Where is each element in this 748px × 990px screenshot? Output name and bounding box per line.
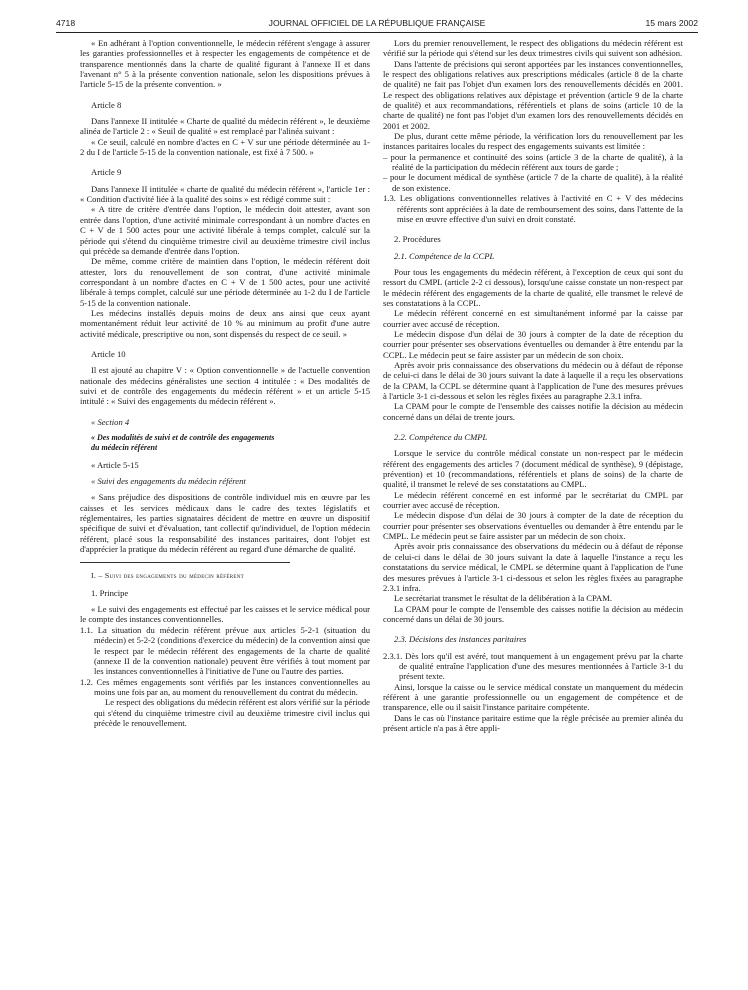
article-5-15-heading: « Article 5-15 <box>91 459 139 470</box>
paragraph: La CPAM pour le compte de l'ensemble des caisses notifie la décision au médecin concerné dans un délai de 30 jours. <box>383 603 683 624</box>
dash-item: – pour le document médical de synthèse (article 7 de la charte de qualité), à la réalité de son existence. <box>383 172 683 193</box>
article-10-heading: Article 10 <box>91 348 126 359</box>
paragraph: De plus, durant cette même période, la vérification lors du renouvellement par les instances paritaires locales du respect des engagements suivants est limitée : <box>383 131 683 152</box>
paragraph: « Sans préjudice des dispositions de contrôle individuel mis en œuvre par les caisses et les services médicaux dans le cadre des textes législatifs et réglementaires, les parties signataires décident de mettre en œuvre un dispositif spécifique de suivi et d'évaluation, tant collectif qu'individuel, de l'option médecin référent, placé sous la responsabilité des instances paritaires, dont l'objet est d'apprécier la pratique du médecin référent au regard d'une démarche de qualité. <box>80 492 370 555</box>
paragraph: Dans l'annexe II intitulée « charte de qualité du médecin référent », l'article 1er : « Condition d'activité liée à la qualité des soins » est rédigé comme suit : <box>80 183 370 205</box>
paragraph: Le médecin référent concerné en est simultanément informé par la caisse par courrier avec accusé de réception. <box>383 308 683 329</box>
paragraph: Lorsque le service du contrôle médical constate un non-respect par le médecin référent des engagements des articles 7 (document médical de synthèse), 9 (dépistage, prévention) et 10 (recommandations, référentiels et plans de soins) de la charte de qualité, il transmet le relevé de ses constatations au CMPL. <box>383 448 683 490</box>
journal-title: JOURNAL OFFICIEL DE LA RÉPUBLIQUE FRANÇAISE <box>268 18 486 28</box>
paragraph: Le respect des obligations du médecin référent est alors vérifié sur la période qui s'étend du cinquième trimestre civil au deuxième trimestre civil inclus qui précède le renouvellement. <box>94 697 370 728</box>
numbered-item: 1.1. La situation du médecin référent prévue aux articles 5-2-1 (situation du médecin) et 5-2-2 (conditions d'exercice du médecin) de la convention ainsi que le respect par le médecin référent des engagements de la charte de qualité (annexe II de la convention nationale) peuvent être vérifiés à tout moment par les instances conventionnelles à l'initiative de l'une ou l'autre des parties. <box>80 624 370 677</box>
paragraph: Le médecin référent concerné en est informé par le secrétariat du CMPL par courrier avec accusé de réception. <box>383 489 683 511</box>
page-header <box>56 18 698 32</box>
paragraph: Après avoir pris connaissance des observations du médecin ou à défaut de réponse de celui-ci dans le délai de 30 jours suivant la date à laquelle il a reçu les observations de la CPAM, la CCPL se détermine quant à l'application de l'une des mesures prévues à l'article 3-1 ci-dessous et selon les règles fixées au paragraphe 2.3.1 infra. <box>383 359 683 401</box>
section-4-heading: « Section 4 <box>91 416 130 427</box>
paragraph: Le médecin dispose d'un délai de 30 jours à compter de la date de réception du courrier pour présenter ses observations éventuelles ou demander à être entendu par la CCPL. Le médecin peut se faire assister par un médecin de son choix. <box>383 328 683 360</box>
page-number: 4718 <box>56 18 76 28</box>
paragraph: De même, comme critère de maintien dans l'option, le médecin référent doit attester, lors du renouvellement de son contrat, d'une activité minimale correspondant à un nombre d'actes en C + V de 1 500 actes, pour une activité libérale à temps complet, calculé sur une période déterminée au 1-2 du I de l'article 5-15 de la convention nationale. <box>80 256 370 308</box>
header-rule <box>56 32 698 33</box>
paragraph: Dans l'annexe II intitulée « Charte de qualité du médecin référent », le deuxième alinéa de l'article 2 : « Seuil de qualité » est remplacé par l'alinéa suivant : <box>80 116 370 137</box>
paragraph: Pour tous les engagements du médecin référent, à l'exception de ceux qui sont du ressort du CMPL (article 2-2 ci dessous), lorsqu'une caisse constate un non-respect par le médecin référent des engagements de la charte de qualité, elle transmet le relevé de ses constatations à la CCPL. <box>383 266 683 308</box>
separator-rule <box>80 562 290 563</box>
paragraph: Dans l'attente de précisions qui seront apportées par les instances conventionnelles, le respect des obligations relatives aux prescriptions médicales (article 8 de la charte de qualité) ne fait pas l'objet d'un examen lors des renouvellements décidés en 2001. Le respect des obligations relatives aux dépistage et prévention (article 9 de la charte de qualité) et aux recommandations, référentiels et plans de soins (article 10 de la charte de qualité) ne font pas l'objet d'un examen lors des renouvellements décidés en 2001 et 2002. <box>383 58 683 131</box>
numbered-item: 2.3.1. Dès lors qu'il est avéré, tout manquement à un engagement prévu par la charte de qualité entraîne l'application d'une des mesures mentionnées à l'article 3-1 du présent texte. <box>383 650 683 682</box>
paragraph: Le secrétariat transmet le résultat de la délibération à la CPAM. <box>394 593 613 604</box>
subsection-2-1-heading: 2.1. Compétence de la CCPL <box>394 250 495 261</box>
section-4-title-line-2: du médecin référent <box>91 443 158 453</box>
paragraph: « Le suivi des engagements est effectué par les caisses et le service médical pour le compte des instances conventionnelles. <box>80 604 370 625</box>
paragraph: Après avoir pris connaissance des observations du médecin ou à défaut de réponse de celui-ci dans le délai de 30 jours suivant la date à laquelle l'instance a reçu les constatations du service médical, le CMPL se détermine quant à l'application de l'une des mesures prévues à l'article 3-1 ci-dessous et selon les règles fixées au paragraphe 2.3.1 infra. <box>383 541 683 593</box>
paragraph: Le médecin dispose d'un délai de 30 jours à compter de la date de réception du courrier pour présenter ses observations éventuelles ou demander à être entendu par le CMPL. Le médecin peut se faire assister par un médecin de son choix. <box>383 510 683 542</box>
publication-date: 15 mars 2002 <box>645 18 698 28</box>
numbered-item: 1.2. Ces mêmes engagements sont vérifiés par les instances conventionnelles au moins une fois par an, au moment du renouvellement du contrat du médecin. <box>80 676 370 697</box>
principe-heading: 1. Principe <box>91 587 129 598</box>
paragraph: Dans le cas où l'instance paritaire estime que la règle précisée au premier alinéa du présent article n'a pas à être appli- <box>383 712 683 733</box>
numbered-item: 1.3. Les obligations conventionnelles relatives à l'activité en C + V des médecins référents sont appréciées à la date de remboursement des soins, dans l'attente de la mise en œuvre effective d'un suivi en droit constaté. <box>383 193 683 224</box>
paragraph: Lors du premier renouvellement, le respect des obligations du médecin référent est vérifié sur la période qui s'étend sur les deux trimestres civils qui suivent son adhésion. <box>383 38 683 59</box>
paragraph: « A titre de critère d'entrée dans l'option, le médecin doit attester, avant son entrée dans l'option, d'une activité minimale correspondant à un nombre d'actes en C + V de 1 500 actes pour une activité libérale à temps complet, calculé sur la période qui s'étend du cinquième trimestre civil au deuxième trimestre civil inclus qui précède sa demande d'entrée dans l'option. <box>80 204 370 256</box>
article-9-heading: Article 9 <box>91 167 122 178</box>
procedures-heading: 2. Procédures <box>394 234 441 245</box>
section-4-title-line-1: « Des modalités de suivi et de contrôle des engagements <box>91 433 275 442</box>
paragraph: La CPAM pour le compte de l'ensemble des caisses notifie la décision au médecin concerné dans un délai de trente jours. <box>383 401 683 422</box>
subsection-2-3-heading: 2.3. Décisions des instances paritaires <box>394 634 527 645</box>
left-column <box>80 38 370 728</box>
suivi-heading: « Suivi des engagements du médecin référent <box>91 476 246 487</box>
dash-item: – pour la permanence et continuité des soins (article 3 de la charte de qualité), à la réalité de la participation du médecin référent aux tours de garde ; <box>383 151 683 173</box>
paragraph: « En adhérant à l'option conventionnelle, le médecin référent s'engage à assurer les garanties professionnelles et à respecter les engagements de compétence et de transparence mentionnés dans la charte de qualité figurant à l'annexe II et dans l'avenant n° 5 à la présente convention nationale, selon les dispositions prévues à l'article 5-15 de la présente convention. » <box>80 38 370 90</box>
subsection-2-2-heading: 2.2. Compétence du CMPL <box>394 432 488 443</box>
article-8-heading: Article 8 <box>91 99 122 110</box>
section-1-heading: I. – Suivi des engagements du médecin référent <box>91 571 244 581</box>
paragraph: Il est ajouté au chapitre V : « Option conventionnelle » de l'actuelle convention nationale des médecins généralistes une section 4 intitulée : « Des modalités de suivi et de contrôle des engagements du médecin référent » et un article 5-15 intitulé : « Suivi des engagements du médecin référent ». <box>80 365 370 407</box>
paragraph: Ainsi, lorsque la caisse ou le service médical constate un manquement du médecin référent à une garantie professionnelle ou un engagement de compétence et de transparence, elle ou il saisit l'instance paritaire compétente. <box>383 681 683 713</box>
paragraph: Les médecins installés depuis moins de deux ans ainsi que ceux ayant momentanément réduit leur activité de 10 % au minimum au profit d'une autre activité médicale, prescriptive ou non, sont dispensés du respect de ce seuil. » <box>80 307 370 339</box>
paragraph: « Ce seuil, calculé en nombre d'actes en C + V sur une période déterminée au 1-2 du I de l'article 5-15 de la convention nationale, est fixé à 7 500. » <box>80 136 370 158</box>
right-column <box>383 38 683 733</box>
